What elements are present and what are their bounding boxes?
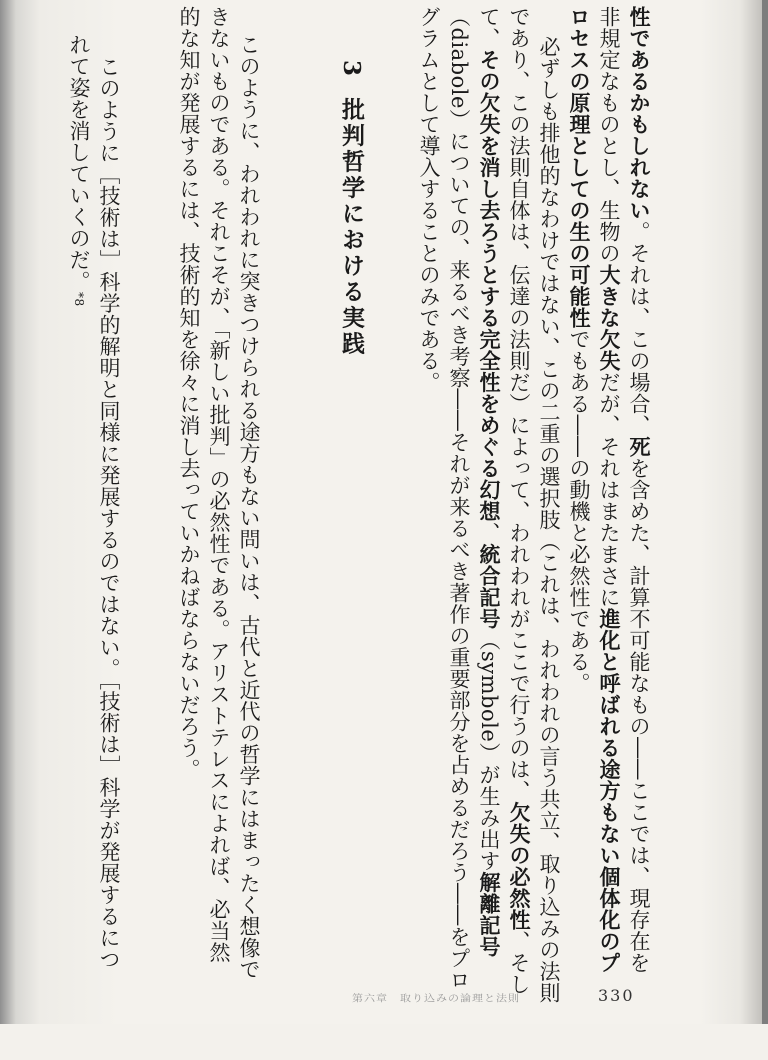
text-segment: きないものである。それこそが、「新しい批判」の必然性である。アリストテレスによれば、必当然	[207, 6, 231, 963]
bold-text: 欠失の必然性	[507, 801, 532, 931]
section-number: 3	[338, 60, 365, 80]
text-segment: 。それは、この場合、	[627, 221, 651, 436]
text-column	[418, 6, 439, 1006]
running-head: 第六章 取り込みの論理と法則	[352, 992, 520, 1005]
text-segment: （diabole）についての、来るべき考察――それが来るべき著作の重要部分を占めるだろう――をプロ	[447, 6, 471, 991]
page-number: 330	[598, 986, 635, 1005]
bold-text: 大きな欠失	[597, 264, 622, 372]
text-segment: でもある――の動機と必然性である。	[567, 328, 591, 694]
text-column	[538, 36, 559, 1036]
bold-text: 進化と呼ばれる途方もない個体化のプ	[597, 608, 622, 974]
text-segment: グラムとして導入することのみである。	[417, 6, 441, 393]
bold-text: 統合記号	[477, 543, 502, 630]
text-segment: 非規定なものとし、生物の	[597, 6, 621, 264]
text-segment: を含めた、計算不可能なもの――ここでは、現存在を	[627, 457, 651, 974]
text-column	[568, 6, 590, 1006]
bold-text: 解離記号	[477, 871, 502, 958]
text-segment: （symbole）が生み出す	[477, 629, 501, 872]
text-segment: 必ずしも排他的なわけではない、この二重の選択肢（これは、われわれの言う共立、取り込みの法則	[537, 36, 561, 1004]
text-column	[68, 34, 89, 1034]
bold-text: ロセスの原理としての生の可能性	[567, 6, 592, 329]
text-segment: このように、われわれに突きつけられる途方もない問いは、古代と近代の哲学にはまったく想像で	[237, 34, 261, 980]
text-segment: 的な知が発展するには、技術的知を徐々に消し去っていかねばならないだろう。	[177, 6, 201, 780]
text-column	[448, 6, 469, 1006]
page-edge-shadow	[762, 0, 768, 1024]
section-title: 批判哲学における実践	[338, 97, 365, 358]
footnote-ref: *8	[72, 292, 86, 307]
text-column	[628, 6, 650, 1006]
text-segment: であり、この法則自体は、伝達の法則だ）によって、われわれがここで行うのは、	[507, 6, 531, 802]
text-segment: このように［技術は］科学的解明と同様に発展するのではない。［技術は］科学が発展するにつ	[97, 56, 121, 970]
text-segment: だが、それはまたまさに	[597, 371, 621, 608]
text-column	[208, 6, 229, 1006]
bold-text: 性であるかもしれない	[627, 6, 652, 221]
bold-text: 死	[627, 436, 652, 458]
text-segment: 、そし	[507, 930, 531, 995]
text-column	[508, 6, 530, 1006]
text-column	[178, 6, 199, 1006]
text-segment: 、	[477, 522, 501, 544]
text-segment: て、	[477, 6, 501, 49]
text-column	[598, 6, 620, 1006]
text-column	[238, 34, 259, 1034]
text-column	[98, 56, 119, 1056]
text-segment: れて姿を消していくのだ。	[67, 34, 91, 292]
section-heading	[340, 60, 363, 1060]
bold-text: その欠失を消し去ろうとする完全性をめぐる幻想	[477, 49, 502, 522]
text-column	[478, 6, 500, 1006]
